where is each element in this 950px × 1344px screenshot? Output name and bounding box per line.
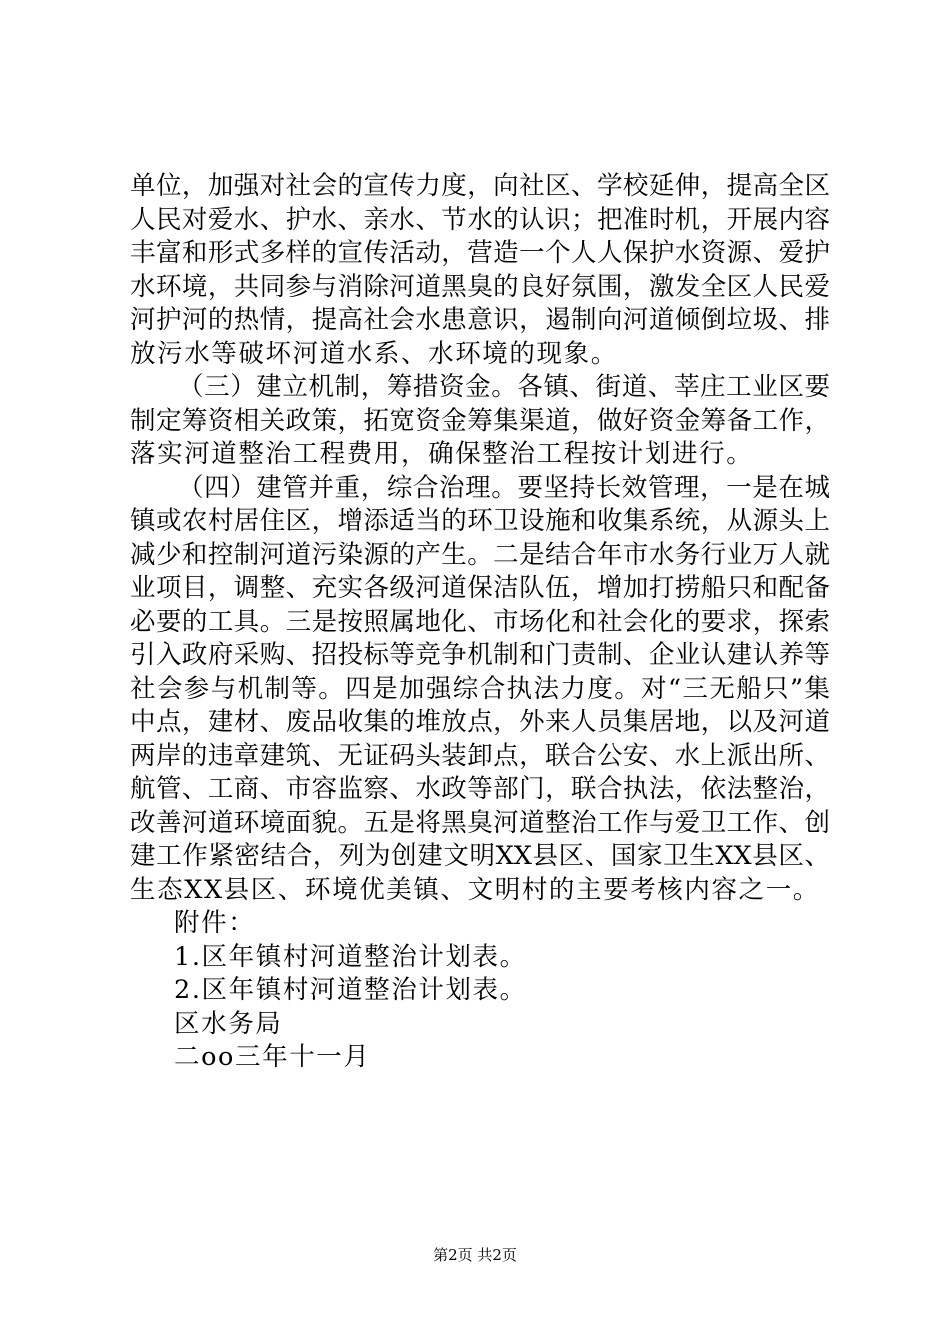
text-line: 建工作紧密结合，列为创建文明XX县区、国家卫生XX县区、 (130, 841, 830, 871)
text-line: 落实河道整治工程费用，确保整治工程按计划进行。 (130, 439, 754, 469)
text-line: 丰富和形式多样的宣传活动，营造一个人人保护水资源、爱护 (130, 238, 830, 268)
text-line: 减少和控制河道污染源的产生。二是结合年市水务行业万人就 (130, 539, 830, 570)
text-line: 业项目，调整、充实各级河道保洁队伍，增加打捞船只和配备 (130, 573, 830, 603)
text-line: 放污水等破坏河道水系、水环境的现象。 (130, 338, 618, 369)
text-line: 制定筹资相关政策，拓宽资金筹集渠道，做好资金筹备工作， (130, 405, 830, 436)
attachment-label: 附件： (174, 908, 256, 938)
text-line: 航管、工商、市容监察、水政等部门，联合执法，依法整治， (130, 774, 830, 804)
text-line: 改善河道环境面貌。五是将黑臭河道整治工作与爱卫工作、创 (130, 807, 830, 838)
text-line: 人民对爱水、护水、亲水、节水的认识；把准时机，开展内容 (130, 204, 830, 235)
text-line: 两岸的违章建筑、无证码头装卸点，联合公安、水上派出所、 (130, 740, 830, 771)
text-line: （四）建管并重，综合治理。要坚持长效管理，一是在城 (178, 472, 830, 503)
text-line: 中点，建材、废品收集的堆放点，外来人员集居地，以及河道 (130, 707, 830, 737)
paragraph-management (130, 472, 830, 908)
signature: 区水务局 (174, 1008, 283, 1039)
page-indicator: 第2页 共2页 (433, 1246, 517, 1264)
text-line: 单位，加强对社会的宣传力度，向社区、学校延伸，提高全区 (130, 171, 830, 201)
text-line: 水环境，共同参与消除河道黑臭的良好氛围，激发全区人民爱 (130, 271, 830, 302)
attachment-item: 2.区年镇村河道整治计划表。 (174, 975, 527, 1005)
text-line: （三）建立机制，筹措资金。各镇、街道、莘庄工业区要 (178, 372, 830, 402)
attachment-item: 1.区年镇村河道整治计划表。 (174, 941, 527, 972)
text-line: 引入政府采购、招投标等竞争机制和门责制、企业认建认养等 (130, 640, 830, 670)
text-line: 生态XX县区、环境优美镇、文明村的主要考核内容之一。 (130, 874, 820, 905)
paragraph-funding (130, 371, 830, 472)
text-line: 河护河的热情，提高社会水患意识，遏制向河道倾倒垃圾、排 (130, 305, 830, 335)
document-body (130, 170, 830, 1075)
paragraph-publicity (130, 170, 830, 371)
text-line: 必要的工具。三是按照属地化、市场化和社会化的要求，探索 (130, 606, 830, 637)
document-date: 二oo三年十一月 (174, 1042, 371, 1072)
text-line: 镇或农村居住区，增添适当的环卫设施和收集系统，从源头上 (130, 506, 830, 536)
text-line: 社会参与机制等。四是加强综合执法力度。对“三无船只”集 (130, 673, 830, 704)
